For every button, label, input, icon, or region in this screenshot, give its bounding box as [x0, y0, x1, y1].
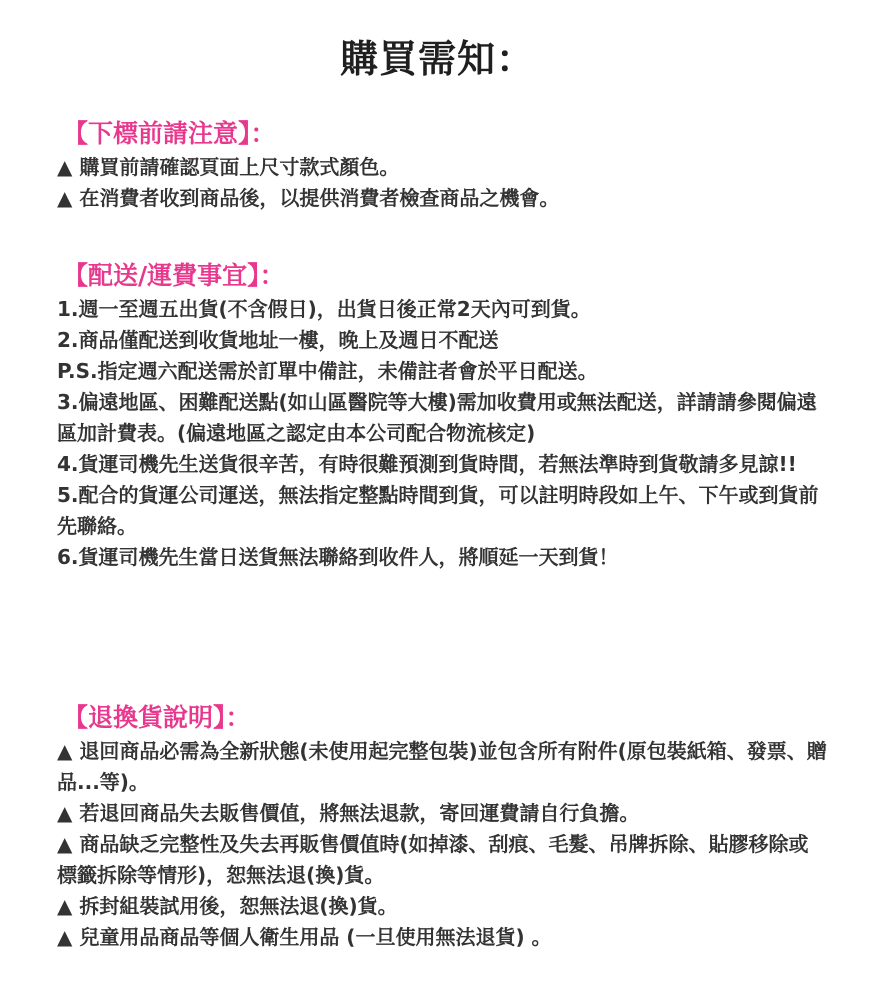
section-heading-returns: 【退換貨說明】： [63, 703, 251, 732]
shipping-line-ps: P.S.指定週六配送需於訂單中備註，未備註者會於平日配送。 [57, 359, 598, 383]
notice-line-2: ▲ 在消費者收到商品後，以提供消費者檢查商品之機會。 [57, 186, 560, 210]
shipping-line-2: 2.商品僅配送到收貨地址一樓，晚上及週日不配送 [57, 328, 499, 352]
shipping-line-1: 1.週一至週五出貨(不含假日)，出貨日後正常2天內可到貨。 [57, 297, 591, 321]
section-returns [57, 700, 827, 953]
returns-line-2: ▲ 若退回商品失去販售價值，將無法退款，寄回運費請自行負擔。 [57, 801, 640, 825]
shipping-line-6: 6.貨運司機先生當日送貨無法聯絡到收件人，將順延一天到貨！ [57, 545, 619, 569]
section-heading-bidding-notice: 【下標前請注意】： [63, 119, 276, 148]
returns-line-5: ▲ 兒童用品商品等個人衛生用品 (一旦使用無法退貨) 。 [57, 925, 552, 949]
section-heading-shipping: 【配送/運費事宜】： [63, 261, 285, 290]
shipping-line-5: 5.配合的貨運公司運送，無法指定整點時間到貨，可以註明時段如上午、下午或到貨前先聯絡。 [57, 483, 819, 538]
notice-line-1: ▲ 購買前請確認頁面上尺寸款式顏色。 [57, 155, 400, 179]
shipping-line-3: 3.偏遠地區、困難配送點(如山區醫院等大樓)需加收費用或無法配送，詳請請參閱偏遠區加計費表。(偏遠地區之認定由本公司配合物流核定) [57, 390, 817, 445]
section-bidding-notice [57, 116, 827, 214]
shipping-line-4: 4.貨運司機先生送貨很辛苦，有時很難預測到貨時間，若無法準時到貨敬請多見諒!! [57, 452, 797, 476]
returns-line-1: ▲ 退回商品必需為全新狀態(未使用起完整包裝)並包含所有附件(原包裝紙箱、發票、贈品...等)。 [57, 739, 827, 794]
returns-line-4: ▲ 拆封組裝試用後，恕無法退(換)貨。 [57, 894, 398, 918]
page-title: 購買需知： [339, 37, 535, 81]
returns-line-3: ▲ 商品缺乏完整性及失去再販售價值時(如掉漆、刮痕、毛髮、吊牌拆除、貼膠移除或標籤拆除等情形)，恕無法退(換)貨。 [57, 832, 809, 887]
section-shipping [57, 258, 827, 573]
